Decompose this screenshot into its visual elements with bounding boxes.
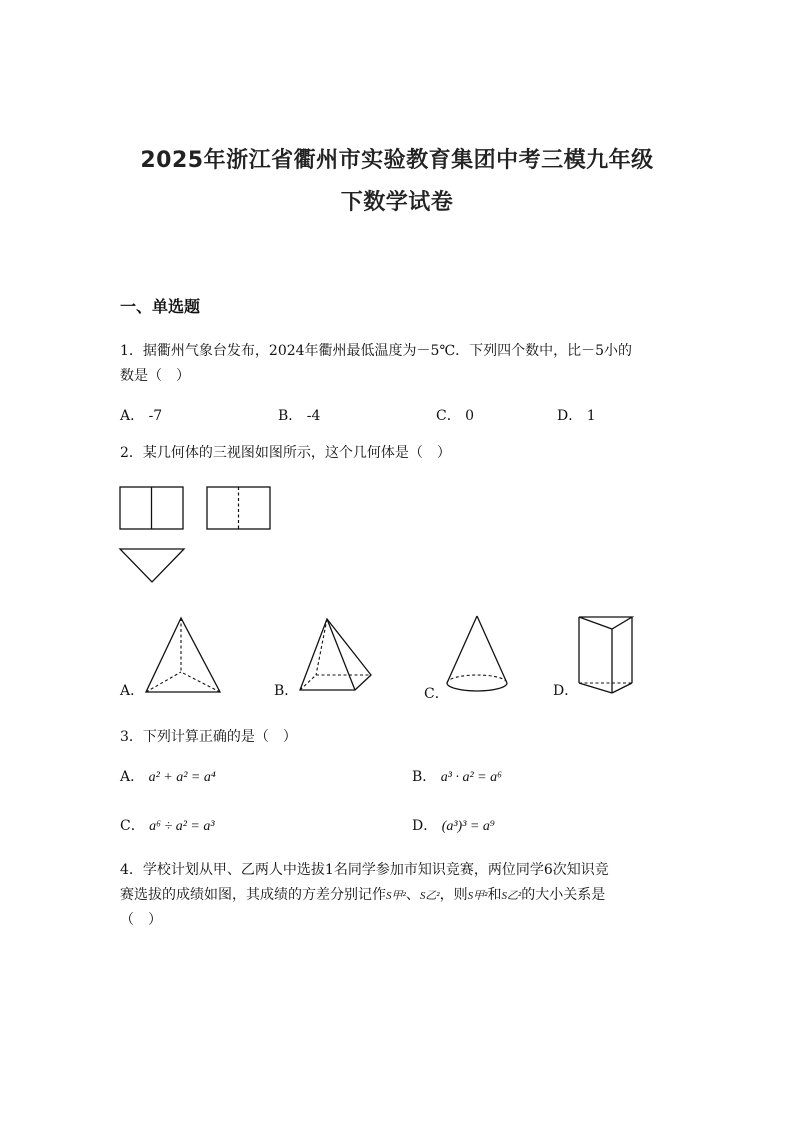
q3-option-b[interactable] bbox=[412, 766, 502, 786]
q3-option-a-expr: a² + a² = a⁴ bbox=[148, 770, 216, 785]
q3-option-d-label: D． bbox=[412, 818, 438, 834]
q4-text-part-2: ，则 bbox=[439, 887, 468, 903]
q4-variance-jia: S甲² bbox=[386, 890, 406, 902]
section-heading-single-choice: 一、单选题 bbox=[120, 297, 201, 316]
top-view-triangle bbox=[120, 549, 184, 582]
q2-option-d-label[interactable]: D． bbox=[553, 683, 579, 699]
q4-variance-jia-2: S甲² bbox=[467, 890, 488, 902]
q2-option-b-pyramid-figure bbox=[297, 615, 377, 693]
q1-option-a-label: A． bbox=[120, 408, 145, 424]
question-3-text: 3．下列计算正确的是（ ） bbox=[120, 729, 297, 745]
q1-option-d[interactable] bbox=[557, 405, 596, 425]
q1-option-a-value: -7 bbox=[148, 408, 163, 424]
q4-text-and: 和 bbox=[487, 887, 502, 903]
q1-option-c-label: C． bbox=[436, 408, 461, 424]
q4-separator: 、 bbox=[405, 887, 420, 903]
question-2-text: 2．某几何体的三视图如图所示，这个几何体是（ ） bbox=[120, 445, 451, 461]
q3-option-b-expr: a³ · a² = a⁶ bbox=[440, 770, 502, 785]
q4-variance-yi: S乙² bbox=[419, 890, 440, 902]
q1-option-d-value: 1 bbox=[586, 408, 596, 424]
q1-option-b[interactable] bbox=[278, 405, 320, 425]
question-1-line-1: 1．据衢州气象台发布，2024年衢州最低温度为－5℃．下列四个数中，比－5小的 bbox=[120, 343, 633, 359]
q2-option-b-label[interactable]: B． bbox=[274, 683, 299, 699]
q2-option-a-label[interactable]: A． bbox=[120, 683, 145, 699]
q4-variance-yi-2: S乙² bbox=[501, 890, 522, 902]
q4-text-part-3: 的大小关系是 bbox=[521, 887, 606, 903]
q2-option-c-label[interactable]: C． bbox=[424, 686, 449, 702]
q1-option-b-value: -4 bbox=[306, 408, 321, 424]
question-1-line-2: 数是（ ） bbox=[120, 368, 190, 384]
q1-option-c-value: 0 bbox=[465, 408, 475, 424]
q3-option-c-expr: a⁶ ÷ a² = a³ bbox=[149, 819, 215, 834]
question-4-line-2 bbox=[120, 883, 605, 908]
question-4-line-1: 4．学校计划从甲、乙两人中选拔1名同学参加市知识竞赛，两位同学6次知识竞 bbox=[120, 862, 609, 878]
three-view-drawing bbox=[119, 486, 279, 586]
q1-option-b-label: B． bbox=[278, 408, 303, 424]
q1-option-a[interactable] bbox=[120, 405, 162, 425]
q3-option-d[interactable] bbox=[412, 815, 495, 835]
q3-option-a[interactable] bbox=[120, 766, 216, 786]
q3-option-d-expr: (a³)³ = a⁹ bbox=[441, 819, 495, 834]
q2-option-c-cone-figure bbox=[445, 613, 515, 693]
q3-option-c[interactable] bbox=[120, 815, 215, 835]
q3-option-a-label: A． bbox=[120, 769, 145, 785]
q1-option-c[interactable] bbox=[436, 405, 474, 425]
q3-option-c-label: C． bbox=[120, 818, 145, 834]
q2-option-d-prism-figure bbox=[577, 615, 637, 695]
q1-option-d-label: D． bbox=[557, 408, 583, 424]
q4-text-part-1: 赛选拔的成绩如图，其成绩的方差分别记作 bbox=[120, 887, 386, 903]
question-4-line-3: （ ） bbox=[120, 912, 162, 928]
q3-option-b-label: B． bbox=[412, 769, 437, 785]
page-title-line-1: 2025年浙江省衢州市实验教育集团中考三模九年级 bbox=[140, 148, 654, 173]
q2-option-a-pyramid-figure bbox=[143, 615, 223, 693]
page-title-line-2: 下数学试卷 bbox=[340, 190, 454, 215]
